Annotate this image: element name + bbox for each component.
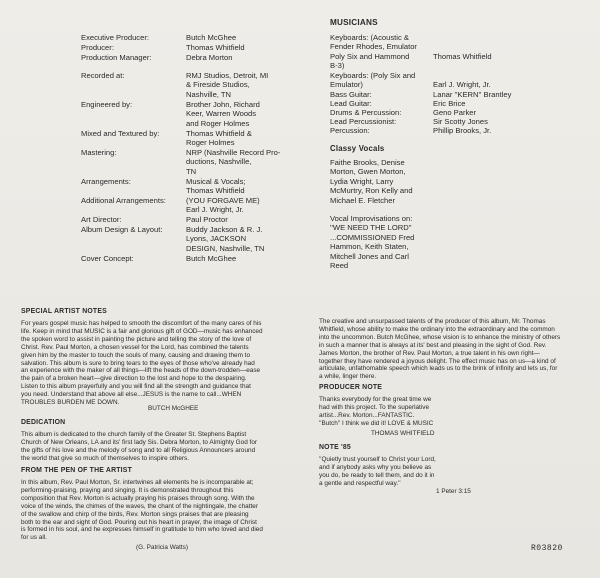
musician-name: Thomas Whitfield <box>433 52 492 61</box>
note-85-heading: NOTE '85 <box>319 444 351 451</box>
musician-name: Lanar ''KERN'' Brantley <box>433 90 512 99</box>
credit-name: Paul Proctor <box>186 215 228 224</box>
credit-role: Producer: <box>81 43 114 52</box>
musician-role: Percussion: <box>330 126 370 135</box>
classy-vocals-text: Faithe Brooks, Denise Morton, Gwen Morton, Lydia Wright, Larry McMurtry, Ron Kelly and Michael E. Fletcher <box>330 158 413 205</box>
musician-name: Geno Parker <box>433 108 477 117</box>
musician-name: Eric Brice <box>433 99 466 108</box>
credit-name: Butch McGhee <box>186 33 237 42</box>
musician-name: Earl J. Wright, Jr. <box>433 80 491 89</box>
note-85-reference: 1 Peter 3:15 <box>436 488 471 495</box>
musician-role: Keyboards: (Acoustic & Fender Rhodes, Emulator Poly Six and Hammond B-3) <box>330 33 417 71</box>
musicians-heading: MUSICIANS <box>330 18 378 27</box>
credit-role: Mastering: <box>81 148 117 157</box>
musician-role: Keyboards: (Poly Six and Emulator) <box>330 71 416 90</box>
producer-tribute-text: The creative and unsurpassed talents of the producer of this album, Mr. Thomas Whitfield, whose ability to make the ordinary into the extraordinary and the common into the uncommon. Butch McGhee, whose vision is to enhance the ministry of others in such a manner that is always at its' best and pleasing in the sight of God. Rev. James Morton, the brother of Rev. Paul Morton, a true talent in his own right— together they have rendered a joyous delight. The effect music has on us—a kind of articulate, unfathomable speech which leads us to the brink of infinity and lets us, for a while, linger there. <box>319 318 561 381</box>
dedication-heading: DEDICATION <box>21 419 66 426</box>
musician-role: Lead Guitar: <box>330 99 372 108</box>
credit-role: Album Design & Layout: <box>81 225 163 234</box>
credit-role: Engineered by: <box>81 100 133 109</box>
dedication-text: This album is dedicated to the church family of the Greater St. Stephens Baptist Church of New Orleans, LA and its' first lady Sis. Debra Morton, to Almighty God for the gifts of his love and the melody of song and to all Religious Announcers around the world that give so much of themselves to inspire others. <box>21 431 257 462</box>
credit-role: Production Manager: <box>81 53 152 62</box>
credit-name: RMJ Studios, Detroit, MI & Fireside Studios, Nashville, TN <box>186 71 269 99</box>
musician-role: Bass Guitar: <box>330 90 372 99</box>
credit-name: Debra Morton <box>186 53 233 62</box>
special-notes-heading: SPECIAL ARTIST NOTES <box>21 308 107 315</box>
credit-name: Thomas Whitfield <box>186 43 245 52</box>
credit-role: Executive Producer: <box>81 33 149 42</box>
credit-role: Cover Concept: <box>81 254 134 263</box>
musician-name: Phillip Brooks, Jr. <box>433 126 492 135</box>
credit-name: (YOU FORGAVE ME) Earl J. Wright, Jr. <box>186 196 260 215</box>
vocal-improvisations-text: Vocal Improvisations on: ''WE NEED THE LORD'' ...COMMISSIONED Fred Hammon, Keith Staten, Mitchell Jones and Carl Reed <box>330 214 415 271</box>
producer-note-text: Thanks everybody for the great time we had with this project. To the superlative artist...Rev. Morton...FANTASTIC. ''Butch'' I think we did it! LOVE & MUSIC <box>319 396 434 427</box>
credit-role: Additional Arrangements: <box>81 196 166 205</box>
note-85-text: ''Quietly trust yourself to Christ your Lord, and if anybody asks why you believe as you do, be ready to tell them, and do it in a gentle and respectful way.'' <box>319 456 436 487</box>
classy-vocals-heading: Classy Vocals <box>330 144 385 153</box>
credit-name: Buddy Jackson & R. J. Lyons, JACKSON DESIGN, Nashville, TN <box>186 225 265 253</box>
credit-role: Mixed and Textured by: <box>81 129 160 138</box>
credit-role: Art Director: <box>81 215 122 224</box>
artist-pen-text: In this album, Rev. Paul Morton, Sr. intertwines all elements he is incomparable at; performing-praising, praying and singing. It is demonstrated throughout this composition that Rev. Morton is actually praying his praises through song. With the voice of the winds, the chimes of the waves, the chant of the nightingale, the chatter of the swallow and chirp of the birds, Rev. Morton sings praises that are pleasing both to the ear and sight of God. Pouring out his heart in prayer, the image of Christ is formed in his soul, and he expresses himself in gratitude to him who loved and died for us all. <box>21 479 263 542</box>
credit-role: Recorded at: <box>81 71 125 80</box>
producer-note-heading: PRODUCER NOTE <box>319 384 383 391</box>
catalog-number: R03820 <box>531 544 563 553</box>
musician-role: Drums & Percussion: <box>330 108 402 117</box>
artist-pen-heading: FROM THE PEN OF THE ARTIST <box>21 467 132 474</box>
artist-pen-signature: (G. Patricia Watts) <box>136 544 188 551</box>
credit-name: Brother John, Richard Keer, Warren Woods and Roger Holmes <box>186 100 260 128</box>
musician-role: Lead Percussionist: <box>330 117 397 126</box>
producer-note-signature: THOMAS WHITFIELD <box>371 430 435 437</box>
credit-name: NRP (Nashville Record Pro- ductions, Nashville, TN <box>186 148 281 176</box>
credit-name: Musical & Vocals; Thomas Whitfield <box>186 177 246 196</box>
credit-role: Arrangements: <box>81 177 131 186</box>
special-notes-signature: BUTCH McGHEE <box>148 405 199 412</box>
credit-name: Butch McGhee <box>186 254 237 263</box>
credit-name: Thomas Whitfield & Roger Holmes <box>186 129 252 148</box>
musician-name: Sir Scotty Jones <box>433 117 488 126</box>
special-notes-text: For years gospel music has helped to smooth the discomfort of the many cares of his life. Keep in mind that MUSIC is a fair and glorious gift of GOD—music has enhanced the spoken word to assist in painting the picture and telling the story of the love of Christ. Rev. Paul Morton, a chosen vessel for the Lord, has combined the talents given him by the master to touch the souls of many, causing and drawing them to salvation. This album is sure to bring tears to the eyes of those who've already had an experience with the maker of all things—lift the heads of the down-trodden—ease the pain of a broken heart—give direction to the lost and hope to the despairing. Listen to this album prayerfully and you will find all the strength and guidance that you need. Understand that above all else...JESUS is the name to call...WHEN TROUBLES BURDEN ME DOWN. <box>21 320 263 407</box>
